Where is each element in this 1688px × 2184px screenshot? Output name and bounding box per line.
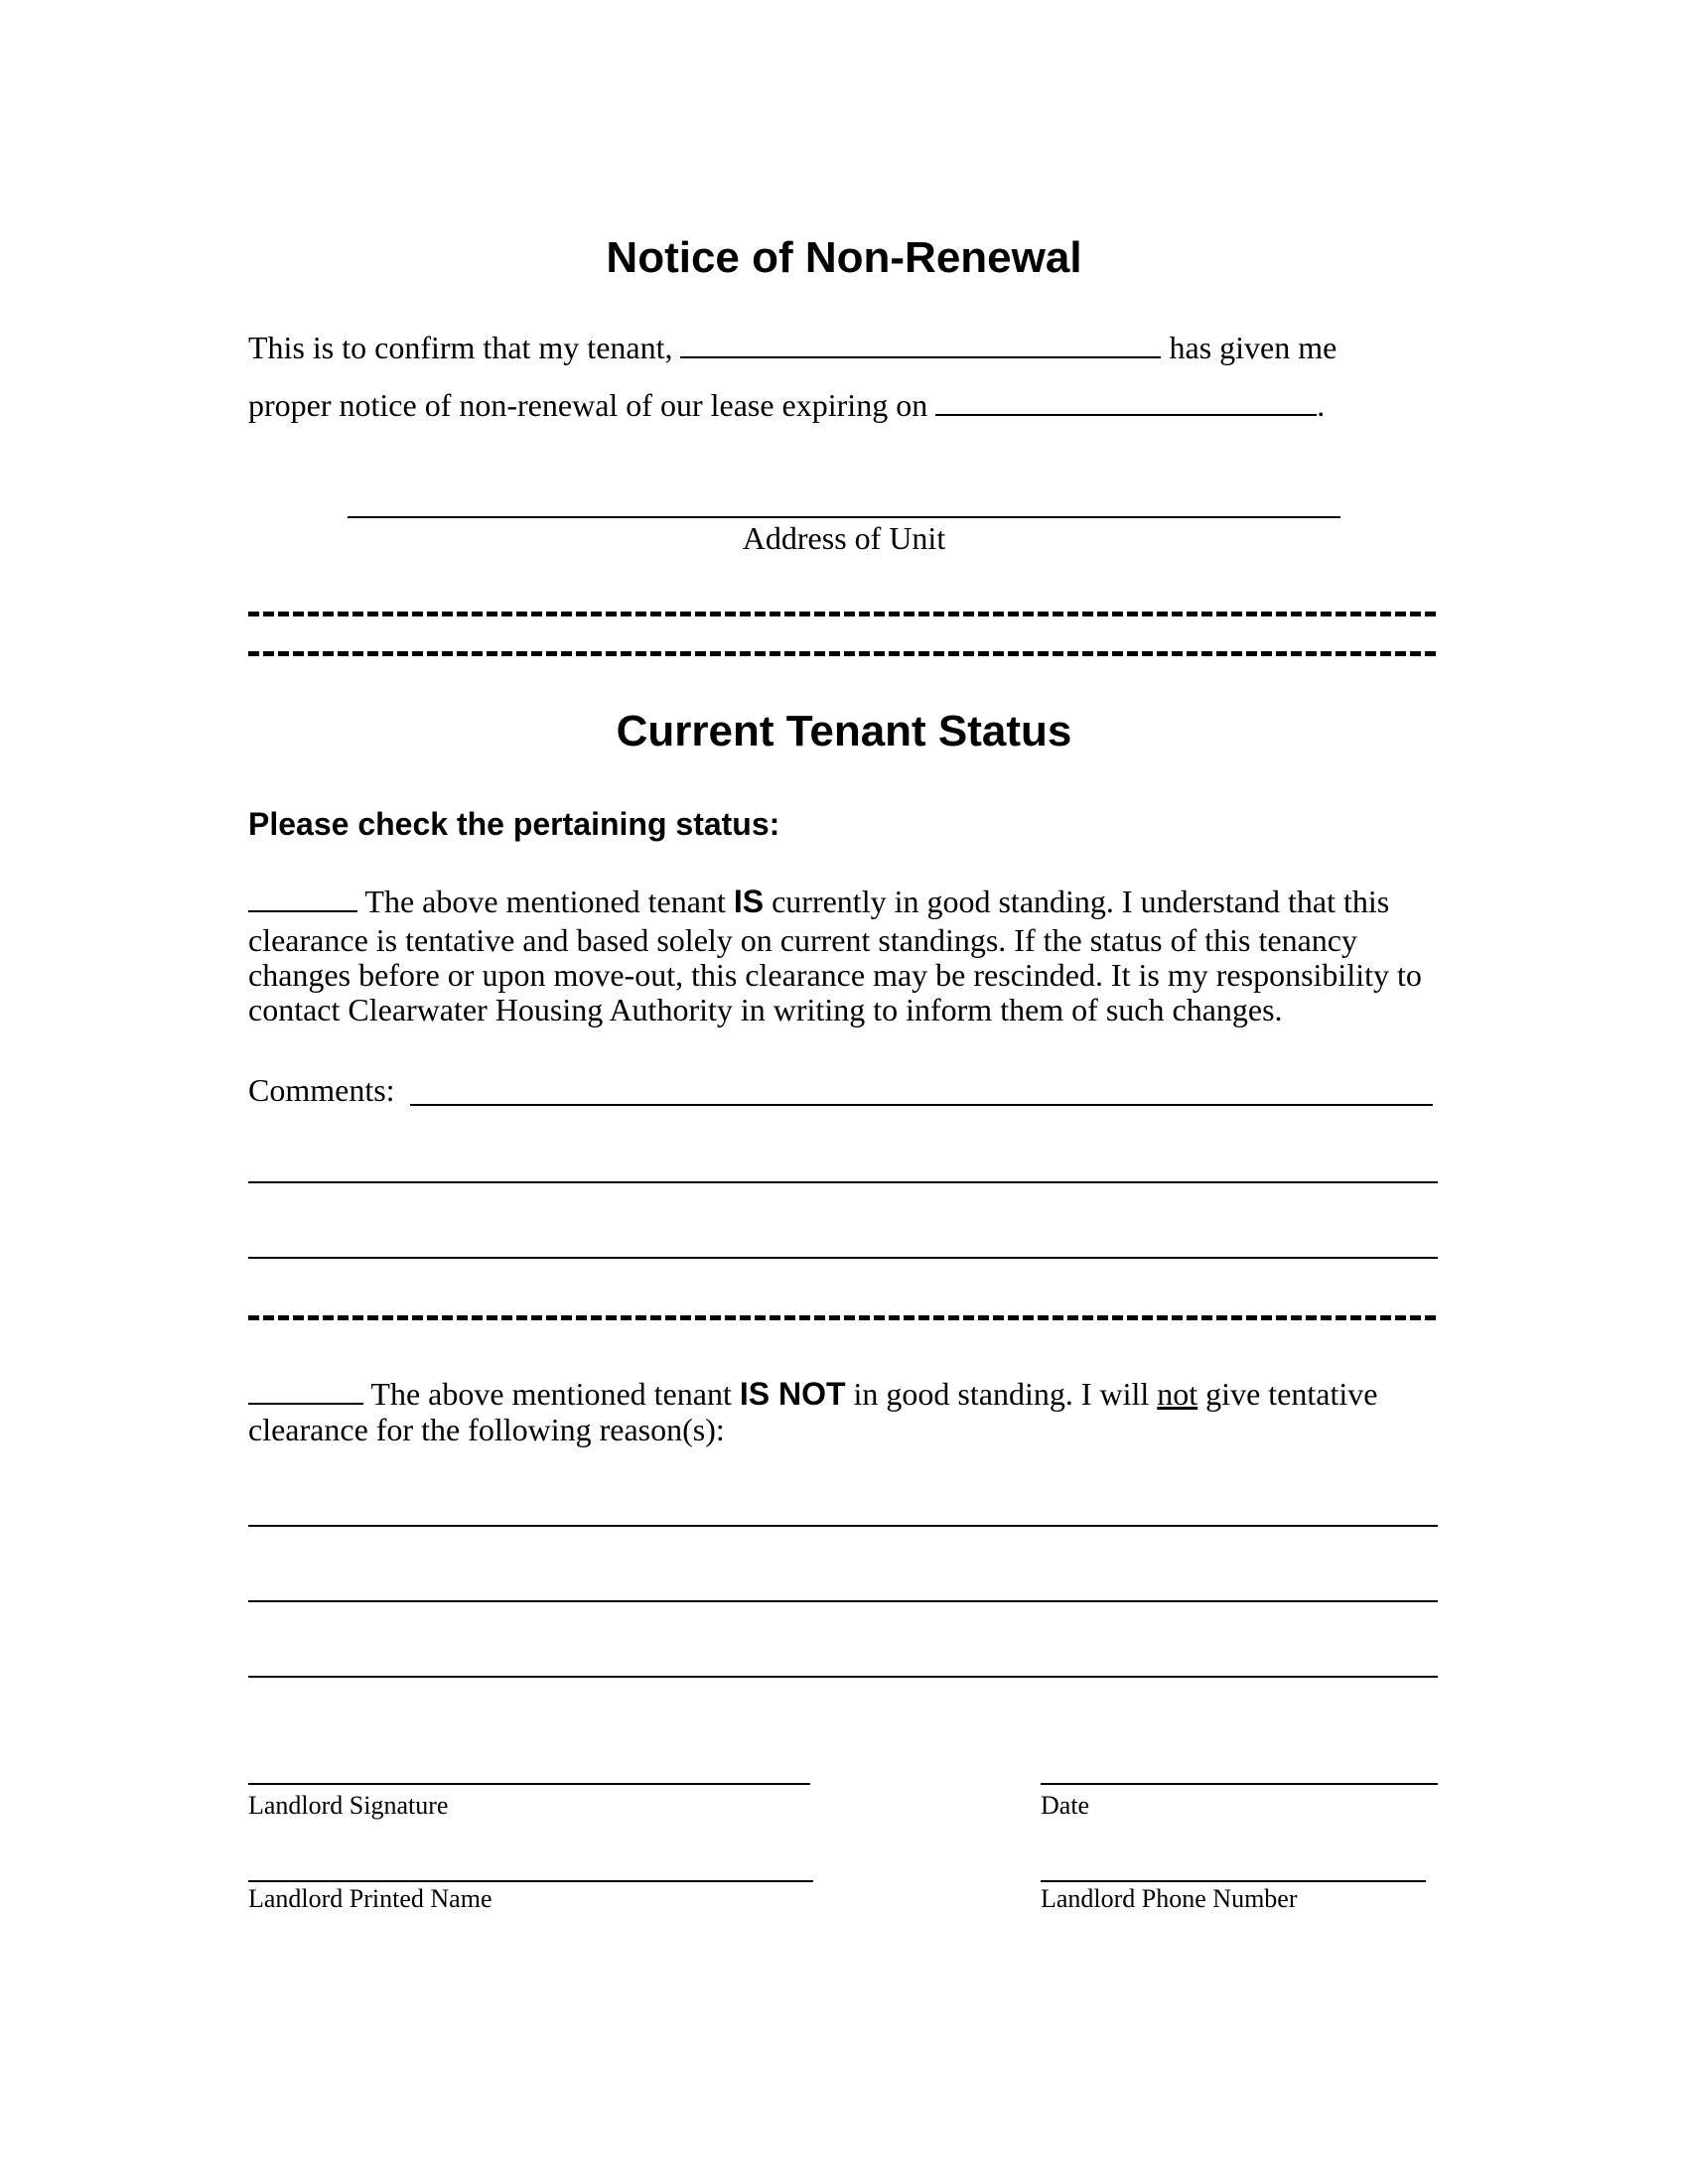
landlord-printed-name-field[interactable]: [248, 1880, 813, 1882]
not-good-standing-option: [248, 1376, 1450, 1447]
date-field[interactable]: [1041, 1783, 1438, 1785]
separator-dashes-2: [248, 651, 1440, 656]
lease-expiry-text: proper notice of non-renewal of our lease expiring on: [248, 387, 928, 423]
good-standing-checkbox[interactable]: [248, 885, 357, 912]
confirmation-text-start: This is to confirm that my tenant,: [248, 330, 673, 365]
confirmation-line-2: [248, 387, 1440, 423]
comments-field-line-3[interactable]: [248, 1257, 1438, 1259]
reason-field-line-2[interactable]: [248, 1600, 1438, 1602]
not-good-standing-reasons-prompt: clearance for the following reason(s):: [248, 1412, 725, 1447]
good-standing-text-end: currently in good standing. I understand that this: [772, 884, 1390, 919]
separator-dashes-3: [248, 1315, 1440, 1320]
comments-label: Comments:: [248, 1072, 395, 1108]
status-title: Current Tenant Status: [616, 707, 1072, 755]
not-good-standing-text-mid: in good standing. I will: [853, 1376, 1150, 1412]
address-field[interactable]: [348, 516, 1340, 518]
comments-field-line-2[interactable]: [248, 1181, 1438, 1183]
date-label: Date: [1041, 1791, 1090, 1820]
landlord-printed-name-label: Landlord Printed Name: [248, 1884, 492, 1913]
not-underlined-word: not: [1157, 1376, 1198, 1412]
confirmation-line-1: [248, 330, 1440, 365]
landlord-signature-label: Landlord Signature: [248, 1791, 449, 1820]
good-standing-option: [248, 884, 1450, 1027]
not-good-standing-text-start: The above mentioned tenant: [370, 1376, 732, 1412]
landlord-signature-field[interactable]: [248, 1783, 810, 1785]
notice-title: Notice of Non-Renewal: [606, 233, 1082, 282]
status-instruction: Please check the pertaining status:: [248, 806, 780, 842]
comments-field-line-1[interactable]: [410, 1104, 1433, 1106]
good-standing-text-start: The above mentioned tenant: [364, 884, 726, 919]
address-label: Address of Unit: [742, 520, 946, 556]
landlord-phone-label: Landlord Phone Number: [1041, 1884, 1298, 1913]
good-standing-details: clearance is tentative and based solely on current standings. If the status of this tenancy changes before or upon move-out, this clearance may be rescinded. It is my responsibility to contact Clearwater Housing Authority in writing to inform them of such changes.: [248, 922, 1422, 1027]
reason-field-line-1[interactable]: [248, 1525, 1438, 1527]
not-good-standing-checkbox[interactable]: [248, 1377, 363, 1405]
lease-expiry-date-field[interactable]: [935, 388, 1317, 416]
landlord-phone-field[interactable]: [1041, 1880, 1426, 1882]
not-good-standing-text-end: give tentative: [1205, 1376, 1378, 1412]
reason-field-line-3[interactable]: [248, 1676, 1438, 1678]
tenant-name-field[interactable]: [680, 331, 1161, 358]
confirmation-text-end: has given me: [1169, 330, 1337, 365]
good-standing-emphasis: IS: [733, 884, 765, 919]
separator-dashes-1: [248, 612, 1440, 616]
lease-expiry-period: .: [1317, 387, 1326, 423]
not-good-standing-emphasis: IS NOT: [739, 1376, 846, 1412]
